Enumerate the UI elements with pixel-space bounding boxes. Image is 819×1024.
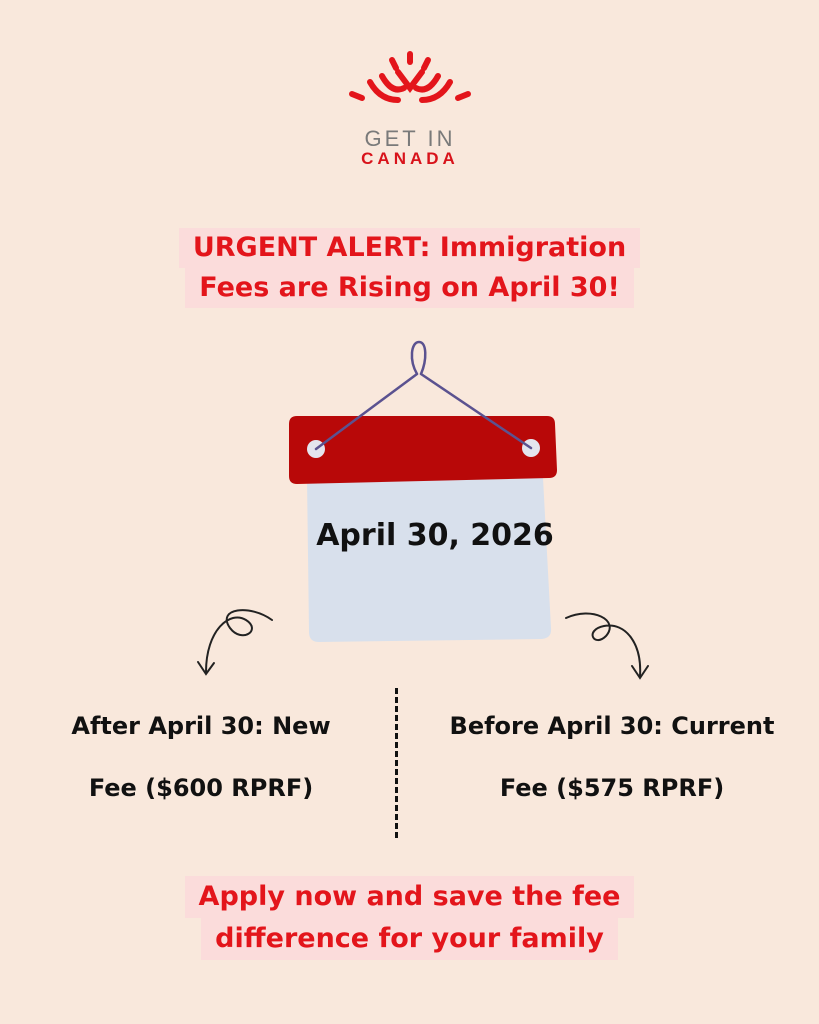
logo-text-canada: CANADA	[361, 149, 459, 168]
curly-arrow-right-icon	[562, 606, 658, 686]
fee-after-block	[16, 708, 386, 806]
dashed-divider	[395, 688, 398, 838]
headline-line-2: Fees are Rising on April 30!	[185, 268, 634, 308]
calendar-illustration	[285, 336, 565, 648]
urgent-alert-headline	[0, 228, 819, 308]
fee-before-line-1: Before April 30: Current	[449, 712, 775, 740]
logo-text-get-in: GET IN	[364, 126, 456, 151]
cta-line-1: Apply now and save the fee	[185, 876, 635, 918]
call-to-action	[0, 876, 819, 960]
headline-line-1: URGENT ALERT: Immigration	[179, 228, 640, 268]
calendar-date: April 30, 2026	[316, 518, 554, 553]
fee-before-line-2: Fee ($575 RPRF)	[499, 774, 725, 802]
sunburst-logo-icon	[340, 48, 480, 128]
cta-line-2: difference for your family	[201, 918, 618, 960]
fee-after-line-1: After April 30: New	[71, 712, 331, 740]
get-in-canada-logo	[340, 48, 480, 173]
curly-arrow-left-icon	[190, 600, 280, 682]
hanging-calendar-icon	[285, 336, 565, 648]
fee-before-block	[427, 708, 797, 806]
fee-after-line-2: Fee ($600 RPRF)	[88, 774, 314, 802]
